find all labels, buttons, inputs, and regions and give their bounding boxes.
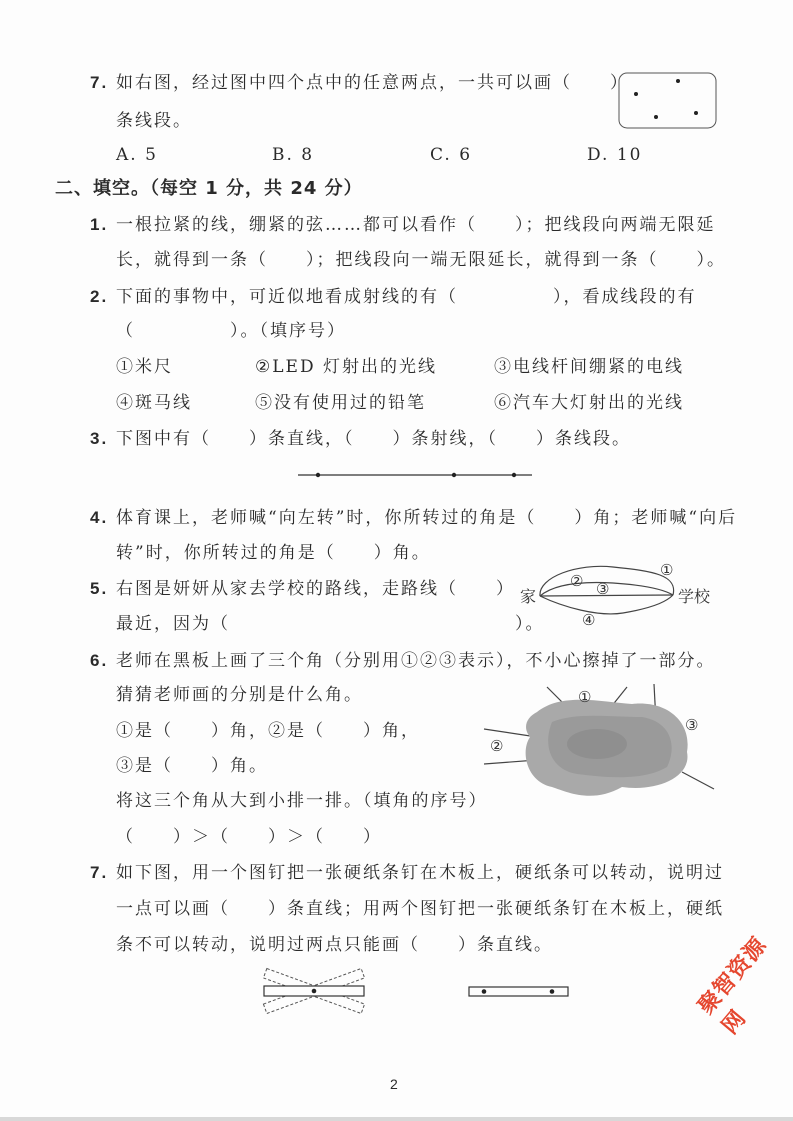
q2-number: 2. (90, 287, 109, 306)
line-with-points-figure (296, 469, 536, 481)
q7-top-number: 7. (90, 73, 109, 92)
watermark-logo: 聚智资源网 (693, 932, 773, 1040)
q2-item-6: ⑥汽车大灯射出的光线 (494, 393, 684, 413)
angle-1-label: ① (578, 688, 592, 706)
q2-item-3: ③电线杆间绷紧的电线 (494, 357, 684, 377)
q2-item-1: ①米尺 (116, 357, 173, 377)
q7-top-option-c: C. 6 (430, 145, 473, 165)
angle-2-label: ② (490, 737, 504, 755)
q2-line1: 下面的事物中，可近似地看成射线的有（ ），看成线段的有 (116, 287, 697, 307)
four-points-figure (618, 72, 718, 130)
q2-item-4: ④斑马线 (116, 393, 192, 413)
q7-line3: 条不可以转动，说明过两点只能画（ ）条直线。 (116, 935, 553, 955)
q7-top-line1: 如右图，经过图中四个点中的任意两点，一共可以画（ ） (116, 73, 629, 93)
q7-line1: 如下图，用一个图钉把一张硬纸条钉在木板上，硬纸条可以转动，说明过 (116, 863, 724, 883)
route-school-label: 学校 (678, 587, 711, 606)
q6-line6: （ ）＞（ ）＞（ ） (116, 827, 382, 847)
q1-line1: 一根拉紧的线，绷紧的弦……都可以看作（ ）；把线段向两端无限延 (116, 215, 716, 235)
q7-number: 7. (90, 863, 109, 882)
route-1-label: ① (660, 561, 674, 579)
q6-number: 6. (90, 651, 109, 670)
q1-line2: 长，就得到一条（ ）；把线段向一端无限延长，就得到一条（ ）。 (116, 250, 726, 270)
q5-line1: 右图是妍妍从家去学校的路线，走路线（ ） (116, 579, 515, 599)
q5-line2: 最近，因为（ ）。 (116, 614, 545, 634)
section-title: 二、填空。（每空 1 分，共 24 分） (55, 178, 363, 199)
q6-line2: 猜猜老师画的分别是什么角。 (116, 685, 363, 705)
q6-line1: 老师在黑板上画了三个角（分别用①②③表示），不小心擦掉了一部分。 (116, 651, 716, 671)
q4-number: 4. (90, 508, 109, 527)
route-home-label: 家 (520, 587, 537, 606)
q7-line2: 一点可以画（ ）条直线；用两个图钉把一张硬纸条钉在木板上，硬纸 (116, 899, 724, 919)
q2-item-2: ②LED 灯射出的光线 (255, 357, 437, 377)
q6-line5: 将这三个角从大到小排一排。（填角的序号） (116, 791, 488, 811)
q1-number: 1. (90, 215, 109, 234)
erased-angles-figure (482, 682, 717, 807)
q3-number: 3. (90, 429, 109, 448)
q3-line1: 下图中有（ ）条直线，（ ）条射线，（ ）条线段。 (116, 429, 631, 449)
fixed-strip-figure (468, 985, 570, 999)
q2-item-5: ⑤没有使用过的铅笔 (255, 393, 426, 413)
q7-top-option-a: A. 5 (116, 145, 158, 165)
q7-top-option-d: D. 10 (587, 145, 643, 165)
q5-number: 5. (90, 579, 109, 598)
route-4-label: ④ (582, 611, 596, 629)
q6-line4: ③是（ ）角。 (116, 756, 268, 776)
route-diagram (518, 555, 723, 633)
bottom-border (0, 1117, 793, 1121)
q4-line1: 体育课上，老师喊“向左转”时，你所转过的角是（ ）角；老师喊“向后 (116, 508, 738, 528)
route-3-label: ③ (596, 580, 610, 598)
rotating-strip-figure (262, 970, 366, 1012)
q6-line3: ①是（ ）角，②是（ ）角， (116, 721, 420, 741)
q7-top-option-b: B. 8 (272, 145, 315, 165)
q4-line2: 转”时，你所转过的角是（ ）角。 (116, 543, 431, 563)
q7-top-line2: 条线段。 (116, 111, 192, 131)
route-2-label: ② (570, 572, 584, 590)
page-number: 2 (390, 1076, 398, 1092)
angle-3-label: ③ (685, 716, 699, 734)
q2-line2: （ ）。（填序号） (116, 321, 346, 341)
